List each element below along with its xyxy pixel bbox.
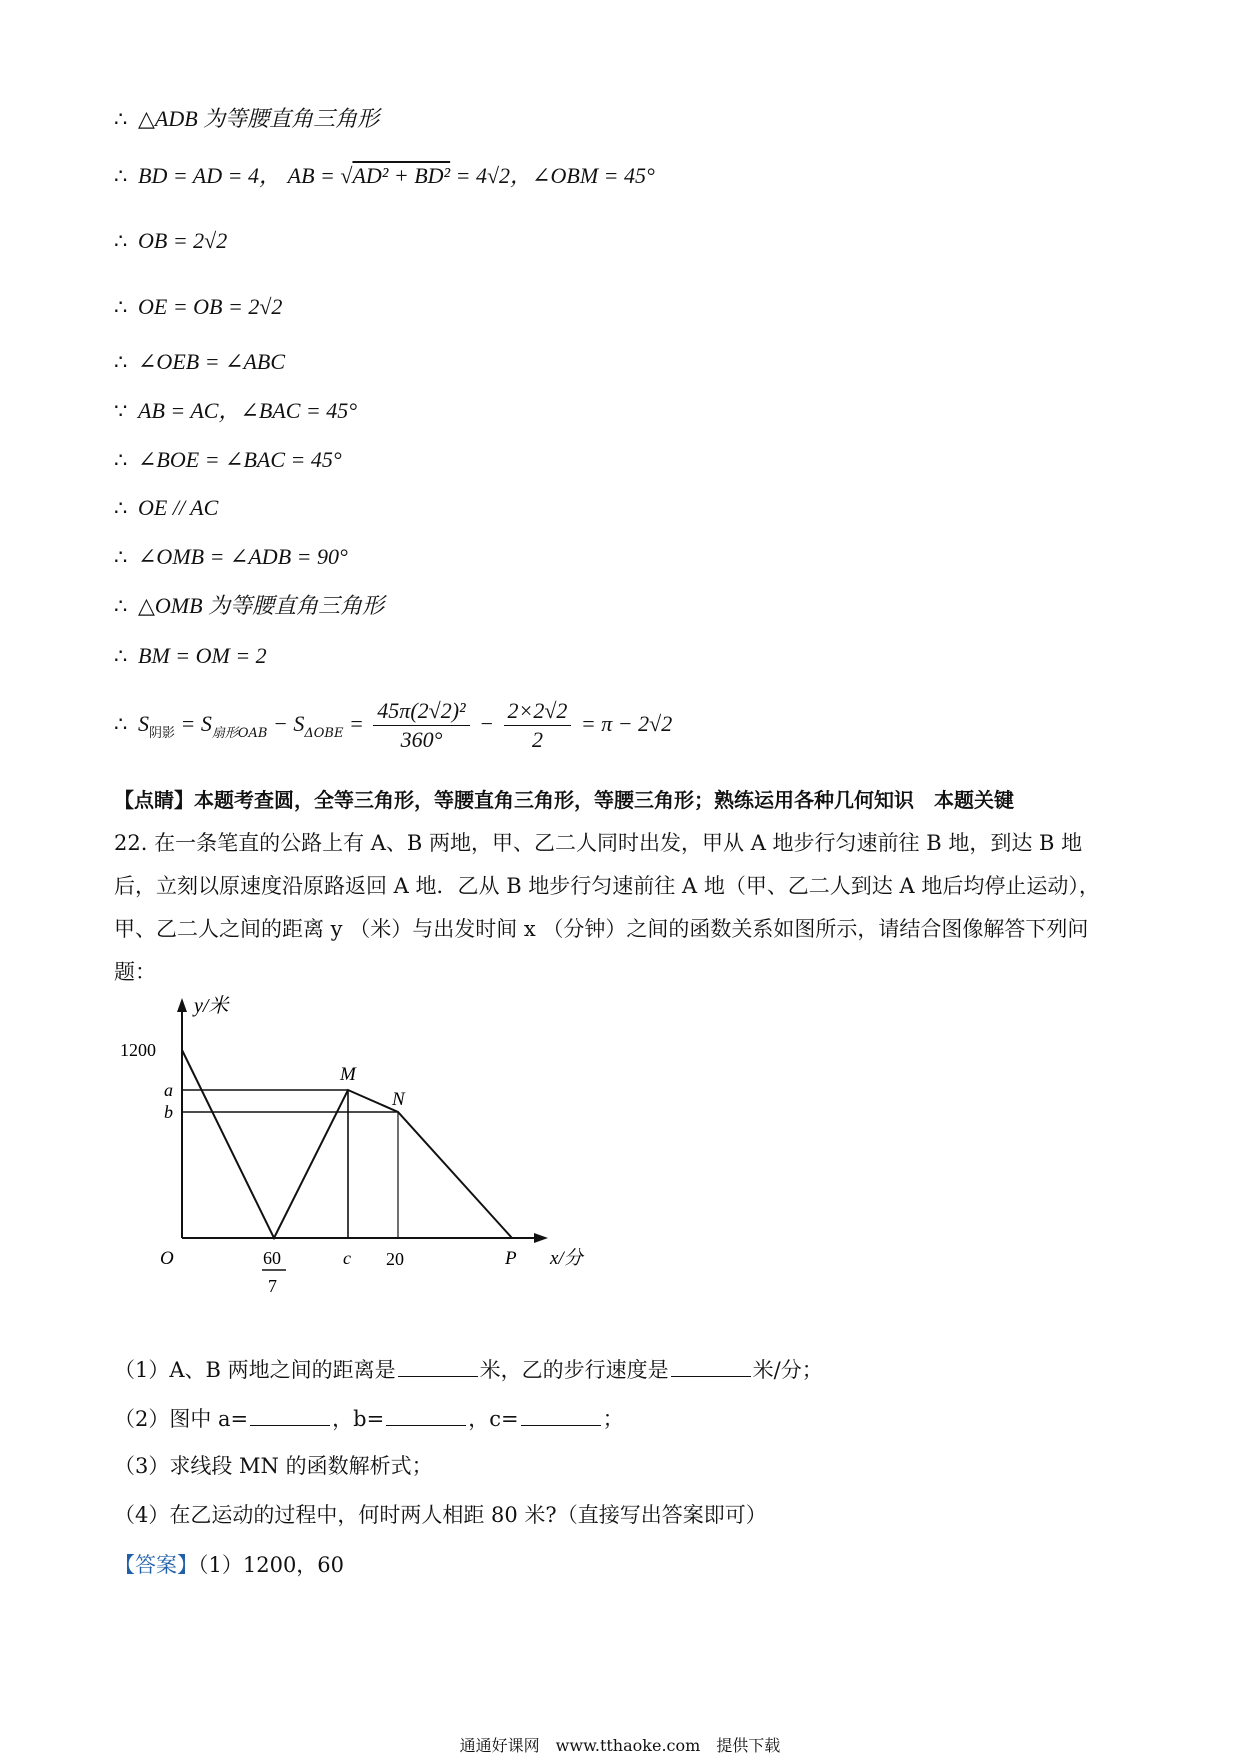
solution-line-3: ∴ OB = 2√2 xyxy=(114,228,228,253)
solution-line-7: ∴ ∠BOE = ∠BAC = 45° xyxy=(114,447,342,472)
solution-line-1: ∴ △ADB 为等腰直角三角形 xyxy=(114,106,380,131)
solution-line-8: ∴ OE // AC xyxy=(114,495,219,520)
x-tick-20: 20 xyxy=(386,1249,404,1269)
therefore-symbol: ∴ xyxy=(114,229,128,253)
answer-blank xyxy=(521,1407,601,1426)
question-1: （1）A、B 两地之间的距离是 米，乙的步行速度是 米/分； xyxy=(114,1358,823,1382)
y-tick-b: b xyxy=(164,1102,173,1122)
therefore-symbol: ∴ xyxy=(114,594,128,618)
therefore-symbol: ∴ xyxy=(114,164,128,188)
therefore-symbol: ∴ xyxy=(114,712,128,736)
question-3: （3）求线段 MN 的函数解析式； xyxy=(114,1454,433,1478)
distance-time-graph xyxy=(120,988,600,1308)
y-tick-1200: 1200 xyxy=(120,1040,156,1060)
therefore-symbol: ∴ xyxy=(114,496,128,520)
x-axis-label: x/分 xyxy=(550,1248,583,1269)
y-axis-arrow xyxy=(177,998,187,1012)
answer-line xyxy=(114,1555,344,1576)
question-2: （2）图中 a= ，b= ，c= ； xyxy=(114,1407,624,1431)
therefore-symbol: ∴ xyxy=(114,107,128,131)
x-axis-arrow xyxy=(534,1233,548,1243)
x-tick-c: c xyxy=(343,1248,351,1268)
answer-text: （1）1200，60 xyxy=(198,1553,345,1577)
answer-blank xyxy=(386,1407,466,1426)
dianjing-note: 【点睛】本题考查圆，全等三角形，等腰直角三角形，等腰三角形；熟练运用各种几何知识 本题关键 xyxy=(114,788,1014,812)
question-4: （4）在乙运动的过程中，何时两人相距 80 米?（直接写出答案即可） xyxy=(114,1503,767,1527)
solution-line-6: ∵ AB = AC，∠BAC = 45° xyxy=(114,398,358,423)
therefore-symbol: ∴ xyxy=(114,448,128,472)
solution-line-11: ∴ BM = OM = 2 xyxy=(114,643,267,668)
answer-blank xyxy=(250,1407,330,1426)
x-tick-7: 7 xyxy=(268,1276,277,1296)
therefore-symbol: ∴ xyxy=(114,644,128,668)
fraction-sector-area: $\frac{\text{45π(2√2)²}}{360^\circ}$ xyxy=(373,700,469,751)
origin-label: O xyxy=(160,1248,174,1269)
answer-blank xyxy=(398,1358,478,1377)
therefore-symbol: ∴ xyxy=(114,295,128,319)
x-tick-60: 60 xyxy=(263,1248,281,1268)
therefore-symbol: ∴ xyxy=(114,350,128,374)
x-tick-p: P xyxy=(505,1248,517,1269)
therefore-symbol: ∴ xyxy=(114,545,128,569)
y-axis-label: y/米 xyxy=(194,995,229,1017)
solution-line-12: ∴ $S_{阴影} = S_{扇形OAB} - S_{\Delta OBE}$ = $\frac{\text{45π(2√2)²}}{360^\circ}$ − $\frac{2\times 2√2}{2}$ = π − 2√2 xyxy=(114,698,673,752)
solution-line-2: ∴ BD = AD = 4， AB = √AD² + BD² = 4√2，∠OBM = 45° xyxy=(114,163,655,188)
answer-tag: 【答案】 xyxy=(114,1553,198,1577)
answer-blank xyxy=(671,1358,751,1377)
because-symbol: ∵ xyxy=(114,399,128,423)
solution-line-5: ∴ ∠OEB = ∠ABC xyxy=(114,349,286,374)
solution-line-9: ∴ ∠OMB = ∠ADB = 90° xyxy=(114,544,348,569)
point-n-label: N xyxy=(392,1089,405,1110)
problem-22-text: 22. 在一条笔直的公路上有 A、B 两地，甲、乙二人同时出发，甲从 A 地步行匀速前往 B 地，到达 B 地后，立刻以原速度沿原路返回 A 地．乙从 B 地步行匀速前往 A 地（甲、乙二人到达 A 地后均停止运动），甲、乙二人之间的距离 y （米）与出发时间 x （分钟）之间的函数关系如图所示，请结合图像解答下列问题： xyxy=(114,831,1100,984)
y-tick-a: a xyxy=(164,1080,173,1100)
solution-line-4: ∴ OE = OB = 2√2 xyxy=(114,294,283,319)
page-footer: 通通好课网 www.tthaoke.com 提供下载 xyxy=(459,1736,781,1755)
point-m-label: M xyxy=(340,1064,356,1085)
fraction-triangle-area: $\frac{2\times 2√2}{2}$ xyxy=(504,700,572,751)
solution-line-10: ∴ △OMB 为等腰直角三角形 xyxy=(114,593,385,618)
